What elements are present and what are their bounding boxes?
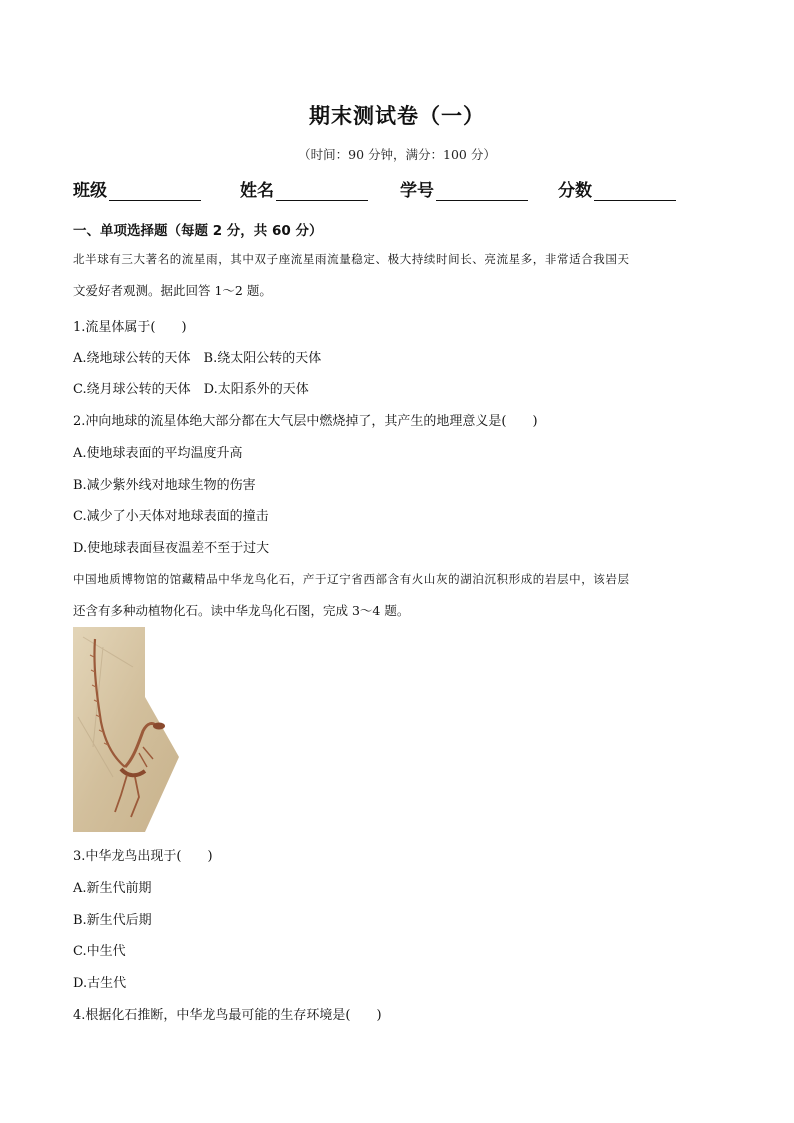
score-label: 分数 [558, 181, 592, 201]
question-3-option-d[interactable]: D.古生代 [73, 976, 127, 991]
question-2-option-b[interactable]: B.减少紫外线对地球生物的伤害 [73, 478, 256, 493]
score-field[interactable] [558, 176, 676, 201]
question-4-stem: 4.根据化石推断，中华龙鸟最可能的生存环境是( ) [73, 1008, 382, 1023]
exam-title: 期末测试卷（一） [309, 104, 485, 128]
question-2-option-d[interactable]: D.使地球表面昼夜温差不至于过大 [73, 541, 270, 556]
question-2-option-a[interactable]: A.使地球表面的平均温度升高 [73, 446, 243, 461]
exam-subtitle: （时间：90 分钟，满分：100 分） [298, 147, 496, 162]
question-1-stem: 1.流星体属于( ) [73, 320, 187, 335]
student-id-field[interactable] [400, 176, 528, 201]
question-2-option-c[interactable]: C.减少了小天体对地球表面的撞击 [73, 509, 269, 524]
passage-meteor-line2: 文爱好者观测。据此回答 1～2 题。 [73, 283, 272, 298]
student-id-blank[interactable] [436, 178, 528, 201]
name-blank[interactable] [276, 178, 368, 201]
question-3-option-a[interactable]: A.新生代前期 [73, 881, 152, 896]
class-blank[interactable] [109, 178, 201, 201]
question-2-stem: 2.冲向地球的流星体绝大部分都在大气层中燃烧掉了，其产生的地理意义是( ) [73, 414, 538, 429]
passage-fossil-line2: 还含有多种动植物化石。读中华龙鸟化石图，完成 3～4 题。 [73, 603, 410, 618]
name-field[interactable] [240, 176, 368, 201]
student-info-row [73, 176, 713, 202]
question-3-option-b[interactable]: B.新生代后期 [73, 913, 152, 928]
name-label: 姓名 [240, 181, 274, 201]
question-1-options-row1[interactable]: A.绕地球公转的天体 B.绕太阳公转的天体 [73, 351, 322, 366]
question-3-stem: 3.中华龙鸟出现于( ) [73, 849, 213, 864]
class-label: 班级 [73, 181, 107, 201]
class-field[interactable] [73, 176, 201, 201]
question-3-option-c[interactable]: C.中生代 [73, 944, 126, 959]
passage-meteor-line1: 北半球有三大著名的流星雨，其中双子座流星雨流量稳定、极大持续时间长、亮流星多，非常适合我国天 [73, 252, 630, 266]
score-blank[interactable] [594, 178, 676, 201]
passage-fossil [73, 563, 723, 627]
passage-meteor [73, 243, 723, 307]
question-1-options-row2[interactable]: C.绕月球公转的天体 D.太阳系外的天体 [73, 382, 309, 397]
section-heading: 一、单项选择题（每题 2 分，共 60 分） [73, 223, 323, 239]
student-id-label: 学号 [400, 181, 434, 201]
fossil-photo-icon [73, 627, 179, 832]
passage-fossil-line1: 中国地质博物馆的馆藏精品中华龙鸟化石，产于辽宁省西部含有火山灰的湖泊沉积形成的岩层中，该岩层 [73, 572, 630, 586]
